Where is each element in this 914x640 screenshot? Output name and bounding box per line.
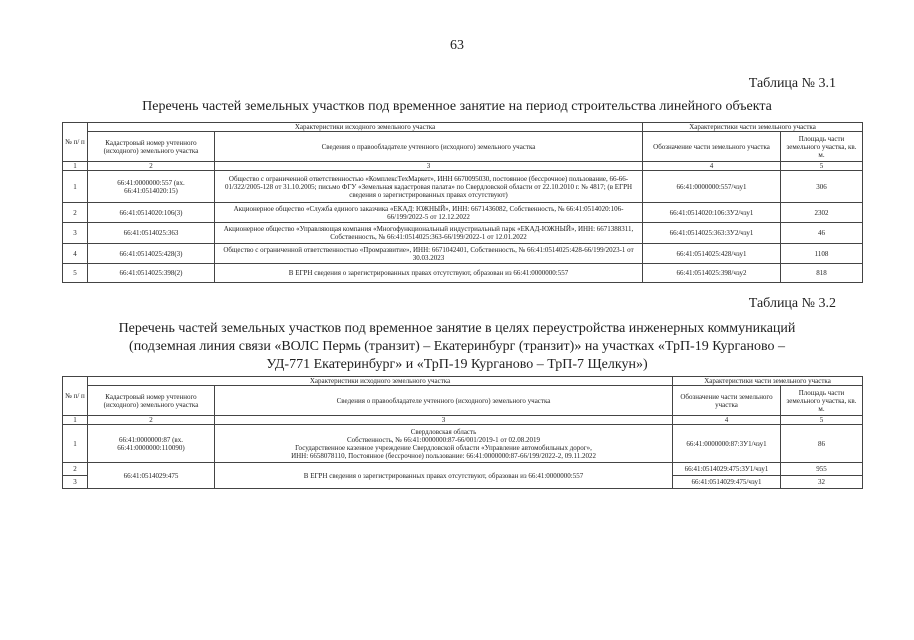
row-cadastral: 66:41:0514025:428(3)	[88, 244, 215, 264]
row-area: 46	[781, 223, 863, 244]
col-number: 4	[673, 416, 781, 425]
table-caption-3-1: Таблица № 3.1	[748, 76, 836, 91]
col-number: 2	[88, 416, 215, 425]
table-row	[63, 203, 863, 223]
row-no: 1	[63, 425, 88, 463]
col-number: 1	[63, 162, 88, 171]
title-line: (подземная линия связи «ВОЛС Пермь (транзит) – Екатеринбург (транзит)» на участках «ТрП-19 Курганово –	[129, 339, 785, 354]
row-area: 1108	[781, 244, 863, 264]
header-part-designation: Обозначение части земельного участка	[673, 386, 781, 416]
page-number: 63	[450, 38, 464, 53]
row-no: 2	[63, 203, 88, 223]
header-owner: Сведения о правообладателе учтенного (исходного) земельного участка	[215, 132, 643, 162]
row-cadastral: 66:41:0514025:363	[88, 223, 215, 244]
table-caption-3-2: Таблица № 3.2	[748, 296, 836, 311]
row-area: 818	[781, 264, 863, 283]
table-row	[63, 244, 863, 264]
col-number: 2	[88, 162, 215, 171]
table-row	[63, 171, 863, 203]
table-row	[63, 425, 863, 463]
owner-line: Свердловская область	[410, 427, 477, 436]
row-area: 306	[781, 171, 863, 203]
row-part: 66:41:0514029:475/чзу1	[673, 476, 781, 489]
row-owner: В ЕГРН сведения о зарегистрированных правах отсутствуют, образован из 66:41:0000000:557	[215, 463, 673, 489]
row-cadastral: 66:41:0000000:87 (вх. 66:41:0000000:110090)	[88, 425, 215, 463]
table-row	[63, 264, 863, 283]
table-row	[63, 223, 863, 244]
owner-line: Государственное казенное учреждение Свердловской области «Управление автомобильных дорог»,	[295, 443, 592, 452]
header-group-part: Характеристики части земельного участка	[643, 123, 863, 132]
row-owner: Общество с ограниченной ответственностью «КомплексТехМаркет», ИНН 6670095030, постоянное (бессрочное) пользование, 66-66-01/322/2005-128 от 31.10.2005; письмо ФГУ «Земельная кадастровая палата» по Свердловской области от 22.10.2010 г. № 4817; (в ЕГРН сведения о зарегистрированных правах отсутствуют)	[215, 171, 643, 203]
row-area: 955	[781, 463, 863, 476]
row-owner: В ЕГРН сведения о зарегистрированных правах отсутствуют, образован из 66:41:0000000:557	[215, 264, 643, 283]
row-owner: Акционерное общество «Управляющая компания «Многофункциональный индустриальный парк «ЕКАД-ЮЖНЫЙ», ИНН: 6671388311, Собственность, № 66:41:0514025:363-66/199/2022-1 от 12.01.2022	[215, 223, 643, 244]
table-3-1	[62, 122, 863, 283]
col-number: 3	[215, 162, 643, 171]
header-no: № п/ п	[63, 123, 88, 162]
header-cadastral: Кадастровый номер учтенного (исходного) земельного участка	[88, 386, 215, 416]
row-area: 2302	[781, 203, 863, 223]
row-part: 66:41:0514025:363:3У2/чзу1	[643, 223, 781, 244]
table-row	[63, 463, 863, 476]
header-area: Площадь части земельного участка, кв. м.	[781, 132, 863, 162]
row-part: 66:41:0514025:398/чзу2	[643, 264, 781, 283]
header-group-part: Характеристики части земельного участка	[673, 377, 863, 386]
row-cadastral: 66:41:0514025:398(2)	[88, 264, 215, 283]
header-cadastral: Кадастровый номер учтенного (исходного) земельного участка	[88, 132, 215, 162]
row-part: 66:41:0000000:557/чзу1	[643, 171, 781, 203]
col-number: 5	[781, 162, 863, 171]
col-number: 4	[643, 162, 781, 171]
header-group-source: Характеристики исходного земельного участка	[88, 123, 643, 132]
owner-line: ИНН: 6658078110, Постоянное (бессрочное) пользование: 66:41:0000000:87-66/199/2022-2, 09.11.2022	[291, 451, 596, 460]
owner-line: Собственность, № 66:41:0000000:87-66/001/2019-1 от 02.08.2019	[346, 435, 541, 444]
col-number: 5	[781, 416, 863, 425]
table-3-2	[62, 376, 863, 489]
col-number: 1	[63, 416, 88, 425]
row-cadastral: 66:41:0514020:106(3)	[88, 203, 215, 223]
row-no: 5	[63, 264, 88, 283]
header-no: № п/ п	[63, 377, 88, 416]
row-owner	[215, 425, 673, 463]
title-line: УД-771 Екатеринбург» и «ТрП-19 Курганово – ТрП-7 Щелкун»)	[266, 357, 648, 372]
header-owner: Сведения о правообладателе учтенного (исходного) земельного участка	[215, 386, 673, 416]
title-line: Перечень частей земельных участков под временное занятие в целях переустройства инженерных коммуникаций	[118, 321, 796, 336]
header-area: Площадь части земельного участка, кв. м.	[781, 386, 863, 416]
row-no: 1	[63, 171, 88, 203]
row-area: 86	[781, 425, 863, 463]
row-no: 2	[63, 463, 88, 476]
col-number: 3	[215, 416, 673, 425]
row-owner: Акционерное общество «Служба единого заказчика «ЕКАД: ЮЖНЫЙ», ИНН: 6671436082, Собственность, № 66:41:0514020:106-66/199/2022-5 от 12.12.2022	[215, 203, 643, 223]
header-group-source: Характеристики исходного земельного участка	[88, 377, 673, 386]
row-no: 3	[63, 223, 88, 244]
row-part: 66:41:0514029:475:3У1/чзу1	[673, 463, 781, 476]
row-owner: Общество с ограниченной ответственностью «Промразвитие», ИНН: 6671042401, Собственность, № 66:41:0514025:428-66/199/2023-1 от 30.03.2023	[215, 244, 643, 264]
table-title-3-2	[0, 320, 914, 374]
row-cadastral: 66:41:0514029:475	[88, 463, 215, 489]
row-area: 32	[781, 476, 863, 489]
row-cadastral: 66:41:0000000:557 (вх. 66:41:0514020:15)	[88, 171, 215, 203]
row-part: 66:41:0514025:428/чзу1	[643, 244, 781, 264]
table-title-3-1: Перечень частей земельных участков под временное занятие на период строительства линейного объекта	[142, 99, 772, 114]
header-part-designation: Обозначение части земельного участка	[643, 132, 781, 162]
row-no: 4	[63, 244, 88, 264]
row-part: 66:41:0000000:87:3У1/чзу1	[673, 425, 781, 463]
row-no: 3	[63, 476, 88, 489]
row-part: 66:41:0514020:106:3У2/чзу1	[643, 203, 781, 223]
